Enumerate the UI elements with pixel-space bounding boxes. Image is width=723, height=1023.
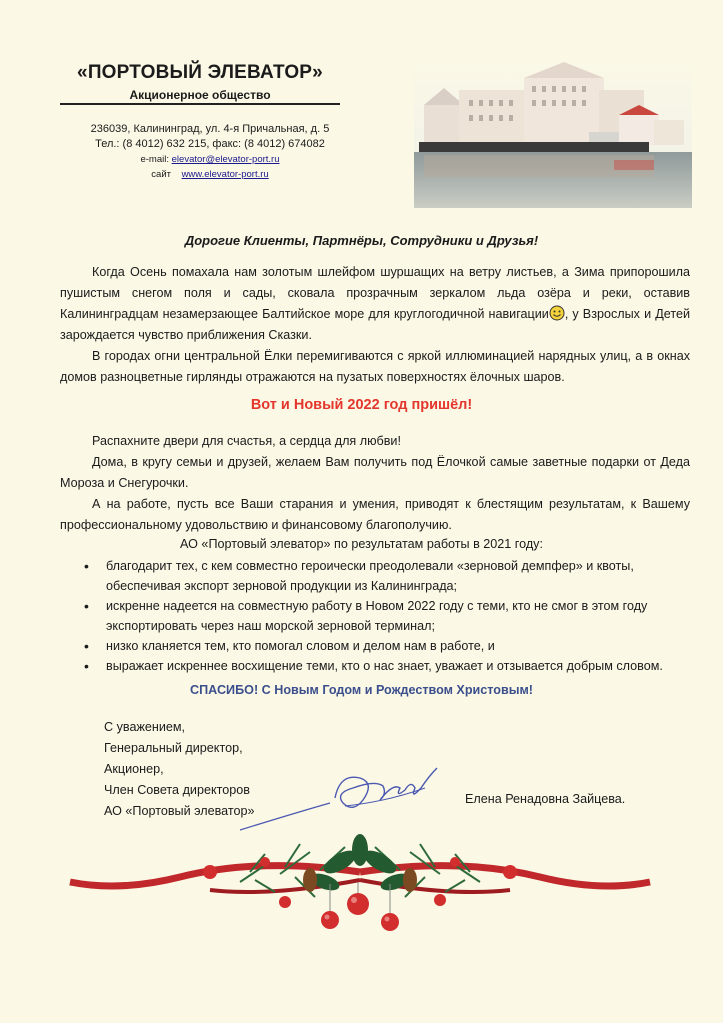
signer-name: Елена Ренадовна Зайцева. (465, 792, 626, 806)
paragraph-autumn-text: Когда Осень помахала нам золотым шлейфом шуршащих на ветру листьев, а Зима припорошила пушистым снегом поля и сады, сковала прозрачным зеркалом льда озёра и реки, оставив Калининградцам незамерзающее Балтийское море для круглогодичной навигации (60, 265, 690, 321)
christmas-garland-icon (60, 822, 660, 942)
signature-line: Генеральный директор, (104, 741, 243, 755)
email-link[interactable]: elevator@elevator-port.ru (171, 154, 280, 165)
email-line (60, 152, 360, 167)
paragraph-autumn-end: , у Взрослых и Детей зарождается чувство приближения Сказки. (60, 307, 690, 342)
site-label: сайт (151, 169, 171, 180)
paragraph-home-text: Дома, в кругу семьи и друзей, желаем Вам получить под Ёлочкой самые заветные подарки от Деда Мороза и Снегурочки. (60, 455, 690, 490)
list-item: • искренне надеется на совместную работу в Новом 2022 году с теми, кто не смог в этом году экспортировать через наш морской зерновой терминал; (80, 596, 690, 636)
paragraph-doors-text: Распахните двери для счастья, а сердца для любви! (92, 434, 401, 448)
signature-line: Член Совета директоров (104, 783, 250, 797)
elevator-photo (414, 60, 692, 208)
company-type: Акционерное общество (129, 88, 271, 102)
phones: Тел.: (8 4012) 632 215, факс: (8 4012) 674082 (95, 138, 325, 150)
signature-line: С уважением, (104, 720, 186, 734)
list-item: • выражает искреннее восхищение теми, кто о нас знает, уважает и отзывается добрым словом. (80, 656, 690, 676)
site-line (60, 167, 360, 182)
header-divider (60, 103, 340, 105)
list-item: • низко кланяется тем, кто помогал словом и делом нам в работе, и (80, 636, 690, 656)
site-link[interactable]: www.elevator-port.ru (181, 169, 269, 180)
paragraph-work-text: А на работе, пусть все Ваши старания и умения, приводят к блестящим результатам, к Вашему профессиональному удовольствию и финансовому благополучию. (60, 497, 690, 532)
paragraph-lights-text: В городах огни центральной Ёлки перемигиваются с яркой иллюминацией нарядных улиц, а в окнах домов разноцветные гирлянды отражаются на пузатых поверхностях ёлочных шаров. (60, 349, 690, 384)
paragraph-lights (60, 346, 690, 388)
salutation: Дорогие Клиенты, Партнёры, Сотрудники и Друзья! (184, 233, 539, 248)
smiley-icon (549, 305, 565, 321)
paragraph-work (60, 494, 690, 536)
company-name: «ПОРТОВЫЙ ЭЛЕВАТОР» (77, 62, 323, 83)
address: 236039, Калининград, ул. 4-я Причальная, д. 5 (90, 123, 330, 135)
email-label: e-mail: (140, 154, 169, 165)
paragraph-home (60, 452, 690, 494)
signature-line: Акционер, (104, 762, 164, 776)
contact-block (60, 122, 360, 182)
paragraph-doors (60, 431, 690, 452)
signature-line: АО «Портовый элеватор» (104, 804, 255, 818)
results-list (80, 556, 690, 676)
list-item: • благодарит тех, с кем совместно героически преодолевали «зерновой демпфер» и квоты, обеспечивая экспорт зерновой продукции из Калининграда; (80, 556, 690, 596)
new-year-headline: Вот и Новый 2022 год пришёл! (250, 397, 473, 413)
elevator-photo-illustration (414, 60, 692, 208)
paragraph-autumn (60, 262, 690, 346)
thanks-line: СПАСИБО! С Новым Годом и Рождеством Христовым! (190, 683, 533, 697)
results-intro: АО «Портовый элеватор» по результатам работы в 2021 году: (180, 537, 543, 551)
